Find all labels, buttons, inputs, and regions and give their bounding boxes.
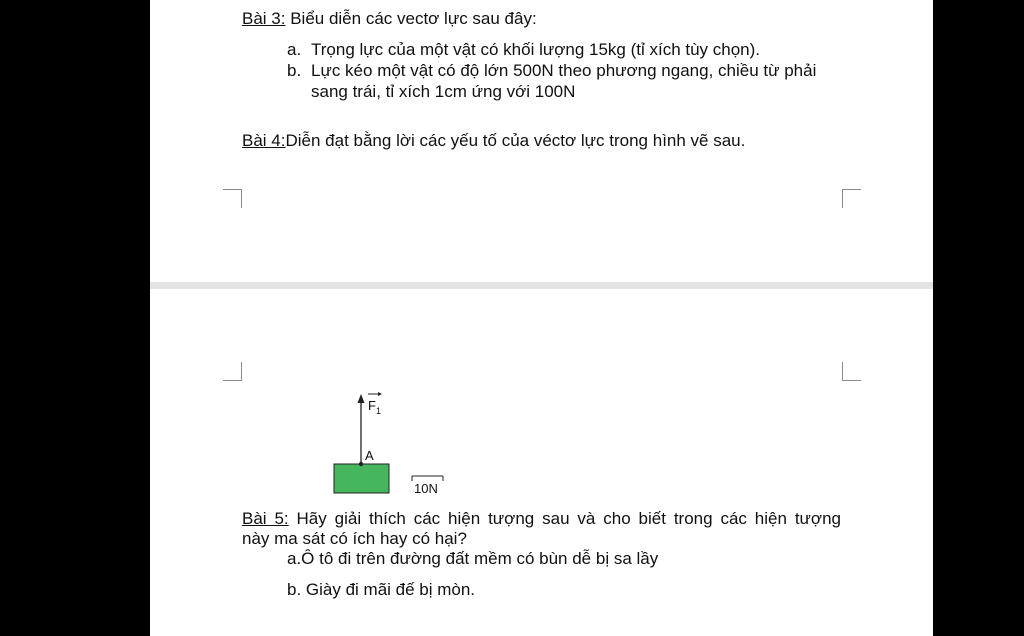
object-box	[334, 464, 389, 493]
bai3-item-a-marker: a.	[287, 40, 302, 59]
force-vector-figure	[325, 385, 455, 500]
scale-label: 10N	[414, 481, 438, 496]
document-page-bottom	[150, 289, 933, 636]
corner-mark-top-left	[223, 189, 242, 208]
bai5-text-line2: này ma sát có ích hay có hại?	[242, 529, 467, 548]
force-label: $F_1$	[368, 398, 381, 416]
bai3-heading	[242, 9, 537, 29]
bai5-item-a: a.Ô tô đi trên đường đất mềm có bùn dễ bị sa lầy	[287, 549, 659, 568]
page-gap	[150, 282, 933, 289]
vector-bar-arrowhead	[378, 392, 382, 396]
bai5-label: Bài 5:	[242, 509, 289, 528]
bai4-heading	[242, 131, 745, 151]
force-vector-arrowhead	[358, 394, 365, 403]
bai3-item-b-marker: b.	[287, 61, 302, 80]
corner-mark-bottom-left	[223, 362, 242, 381]
corner-mark-bottom-right	[842, 362, 861, 381]
point-label: A	[365, 448, 374, 463]
corner-mark-top-right	[842, 189, 861, 208]
bai3-label: Bài 3:	[242, 9, 286, 28]
bai3-title: Biểu diễn các vectơ lực sau đây:	[285, 9, 537, 28]
bai3-item-b-text-line2: sang trái, tỉ xích 1cm ứng với 100N	[311, 82, 576, 101]
bai4-title: Diễn đạt bằng lời các yếu tố của véctơ lực trong hình vẽ sau.	[285, 131, 746, 150]
application-point	[359, 462, 363, 466]
bai5-item-b: b. Giày đi mãi đế bị mòn.	[287, 580, 476, 599]
bai3-item-a-text: Trọng lực của một vật có khối lượng 15kg (tỉ xích tùy chọn).	[311, 40, 761, 59]
bai5-text-line1: Hãy giải thích các hiện tượng sau và cho biết trong các hiện tượng	[288, 509, 841, 528]
bai3-item-b-text-line1: Lực kéo một vật có độ lớn 500N theo phương ngang, chiều từ phải	[311, 61, 817, 80]
bai4-label: Bài 4:	[242, 131, 286, 150]
bai5-heading-line1	[242, 509, 841, 529]
